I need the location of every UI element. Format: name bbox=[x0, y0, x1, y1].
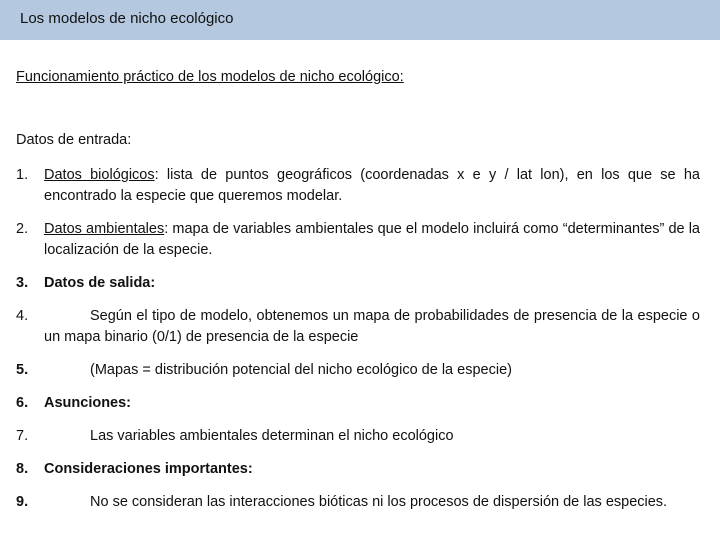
item-number: 4. bbox=[16, 308, 29, 324]
item-number: 8. bbox=[16, 461, 29, 477]
item-number: 6. bbox=[16, 395, 29, 411]
list-item-3 bbox=[16, 273, 700, 294]
title-bar bbox=[0, 0, 720, 40]
item-label: Datos biológicos bbox=[44, 167, 155, 183]
item-number: 2. bbox=[16, 221, 29, 237]
list-item-9 bbox=[16, 492, 700, 513]
item-body bbox=[44, 426, 700, 447]
item-text: (Mapas = distribución potencial del nicho ecológico de la especie) bbox=[90, 362, 512, 378]
list-item-8 bbox=[16, 459, 700, 480]
item-number: 5. bbox=[16, 362, 29, 378]
item-text: Las variables ambientales determinan el nicho ecológico bbox=[90, 428, 454, 444]
item-number: 9. bbox=[16, 494, 29, 510]
item-number: 3. bbox=[16, 275, 29, 291]
slide-content bbox=[16, 67, 700, 513]
item-text: Según el tipo de modelo, obtenemos un mapa de probabilidades de presencia de la especie o un mapa binario (0/1) de presencia de la especie bbox=[44, 308, 700, 345]
subtitle: Funcionamiento práctico de los modelos de nicho ecológico: bbox=[16, 69, 404, 85]
item-number: 7. bbox=[16, 428, 29, 444]
list-item-4 bbox=[16, 306, 700, 348]
item-text: : mapa de variables ambientales que el modelo incluirá como “determinantes” de la localización de la especie. bbox=[44, 221, 701, 258]
list-item-5 bbox=[16, 360, 700, 381]
item-text: : lista de puntos geográficos (coordenadas x e y / lat lon), en los que se ha encontrado la especie que queremos modelar. bbox=[44, 167, 700, 204]
list-item-1 bbox=[16, 165, 700, 207]
list-item-6 bbox=[16, 393, 700, 414]
item-text: Consideraciones importantes: bbox=[44, 461, 253, 477]
item-text: Asunciones: bbox=[44, 395, 132, 411]
list-item-2 bbox=[16, 219, 700, 261]
page-title: Los modelos de nicho ecológico bbox=[20, 10, 234, 27]
item-text: Datos de salida: bbox=[44, 275, 156, 291]
list-item-7 bbox=[16, 426, 700, 447]
item-body bbox=[44, 492, 700, 513]
item-body bbox=[44, 360, 700, 381]
item-number: 1. bbox=[16, 167, 29, 183]
input-heading: Datos de entrada: bbox=[16, 132, 132, 148]
item-text: No se consideran las interacciones bióticas ni los procesos de dispersión de las especies. bbox=[90, 494, 668, 510]
item-label: Datos ambientales bbox=[44, 221, 165, 237]
item-body bbox=[44, 306, 700, 348]
item-body bbox=[44, 165, 700, 207]
item-body bbox=[44, 219, 700, 261]
